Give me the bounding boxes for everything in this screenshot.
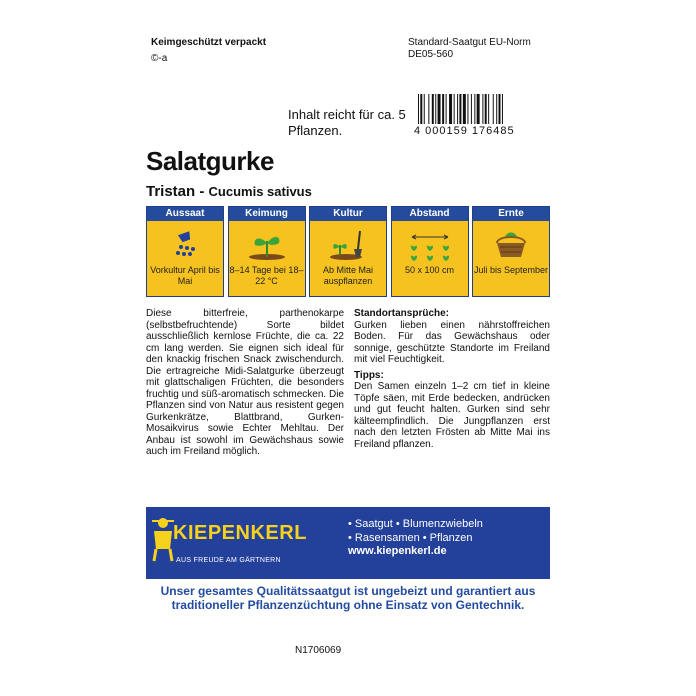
standard-line-1: Standard-Saatgut EU-Norm bbox=[408, 37, 531, 48]
barcode-number: 4 000159 176485 bbox=[414, 125, 515, 137]
panel-head: Kultur bbox=[310, 207, 386, 221]
product-subtitle bbox=[146, 183, 312, 200]
sprout-icon bbox=[243, 227, 291, 261]
panel-germination bbox=[228, 206, 306, 297]
shovel-plant-icon bbox=[324, 227, 372, 261]
panel-sowing bbox=[146, 206, 224, 297]
panel-head: Keimung bbox=[229, 207, 305, 221]
brand-slogan: AUS FREUDE AM GÄRTNERN bbox=[176, 557, 281, 564]
tips-heading: Tipps: bbox=[354, 369, 384, 381]
brand-url[interactable]: www.kiepenkerl.de bbox=[348, 545, 447, 557]
quality-guarantee: Unser gesamtes Qualitätssaatgut ist ungebeizt und garantiert aus traditioneller Pflanzenzüchtung ohne Einsatz von Gentechnik. bbox=[160, 584, 536, 612]
panel-spacing bbox=[391, 206, 469, 297]
cultivation-panels bbox=[146, 206, 550, 297]
panel-text: Juli bis September bbox=[473, 265, 549, 275]
variety-name: Tristan - bbox=[146, 183, 205, 200]
copyright-mark: ©-a bbox=[151, 53, 168, 64]
brand-logo: KIEPENKERL bbox=[173, 522, 307, 544]
products-line-1: • Saatgut • Blumenzwiebeln bbox=[348, 518, 483, 530]
panel-text: Ab Mitte Mai auspflanzen bbox=[322, 265, 373, 286]
standard-info bbox=[408, 37, 558, 61]
content-note: Inhalt reicht für ca. 5 Pflanzen. bbox=[288, 107, 406, 138]
protected-pack-label: Keimgeschützt verpackt bbox=[151, 37, 267, 48]
panel-harvest bbox=[472, 206, 550, 297]
product-title: Salatgurke bbox=[146, 146, 274, 176]
panel-head: Aussaat bbox=[147, 207, 223, 221]
location-heading: Standortansprüche: bbox=[354, 308, 450, 319]
latin-name: Cucumis sativus bbox=[208, 184, 312, 199]
seeds-icon bbox=[161, 227, 209, 261]
harvest-basket-icon bbox=[487, 227, 535, 261]
tips-text: Den Samen einzeln 1–2 cm tief in kleine Töpfe säen, mit Erde bedecken, andrücken und gut feucht halten. Gurken sind sehr kälteempfindlich. Die Jungpflanzen erst nach den letzten Frösten ab Mitte Mai ins Freiland pflanzen. bbox=[354, 381, 550, 450]
spacing-icon bbox=[406, 227, 454, 261]
products-line-2: • Rasensamen • Pflanzen bbox=[348, 531, 473, 544]
panel-text: Vorkultur April bis Mai bbox=[150, 265, 220, 286]
growing-info bbox=[354, 308, 550, 450]
panel-culture bbox=[309, 206, 387, 297]
standard-line-2: DE05-560 bbox=[408, 49, 454, 60]
panel-text: 50 x 100 cm bbox=[404, 265, 455, 275]
product-code: N1706069 bbox=[295, 645, 342, 656]
location-text: Gurken lieben einen nährstoffreichen Boden. Für das Gewächshaus oder sonnige, geschützte Standorte im Freiland mit viel Feuchtigkeit. bbox=[354, 319, 550, 365]
panel-head: Ernte bbox=[473, 207, 549, 221]
brand-products bbox=[348, 518, 483, 559]
panel-text: 8–14 Tage bei 18–22 °C bbox=[229, 265, 304, 286]
variety-description: Diese bitterfreie, parthenokarpe (selbstbefruchtende) Sorte bildet ausschließlich kernlose Früchte, die ca. 22 cm lang werden. Sie eignen sich ideal für den knackig frischen Snack zwischendurch. Die ertragreiche Midi-Salatgurke überzeugt mit glattschaligen Früchten, die besonders fruchtig und süß-aromatisch schmecken. Die Pflanzen sind von Natur aus resistent gegen Gurkenkrätze, Blattbrand, Gurken-Mosaikvirus sowie Echter Mehltau. Der Anbau ist sowohl im Gewächshaus sowie auch im Freiland möglich. bbox=[146, 308, 344, 457]
panel-head: Abstand bbox=[392, 207, 468, 221]
